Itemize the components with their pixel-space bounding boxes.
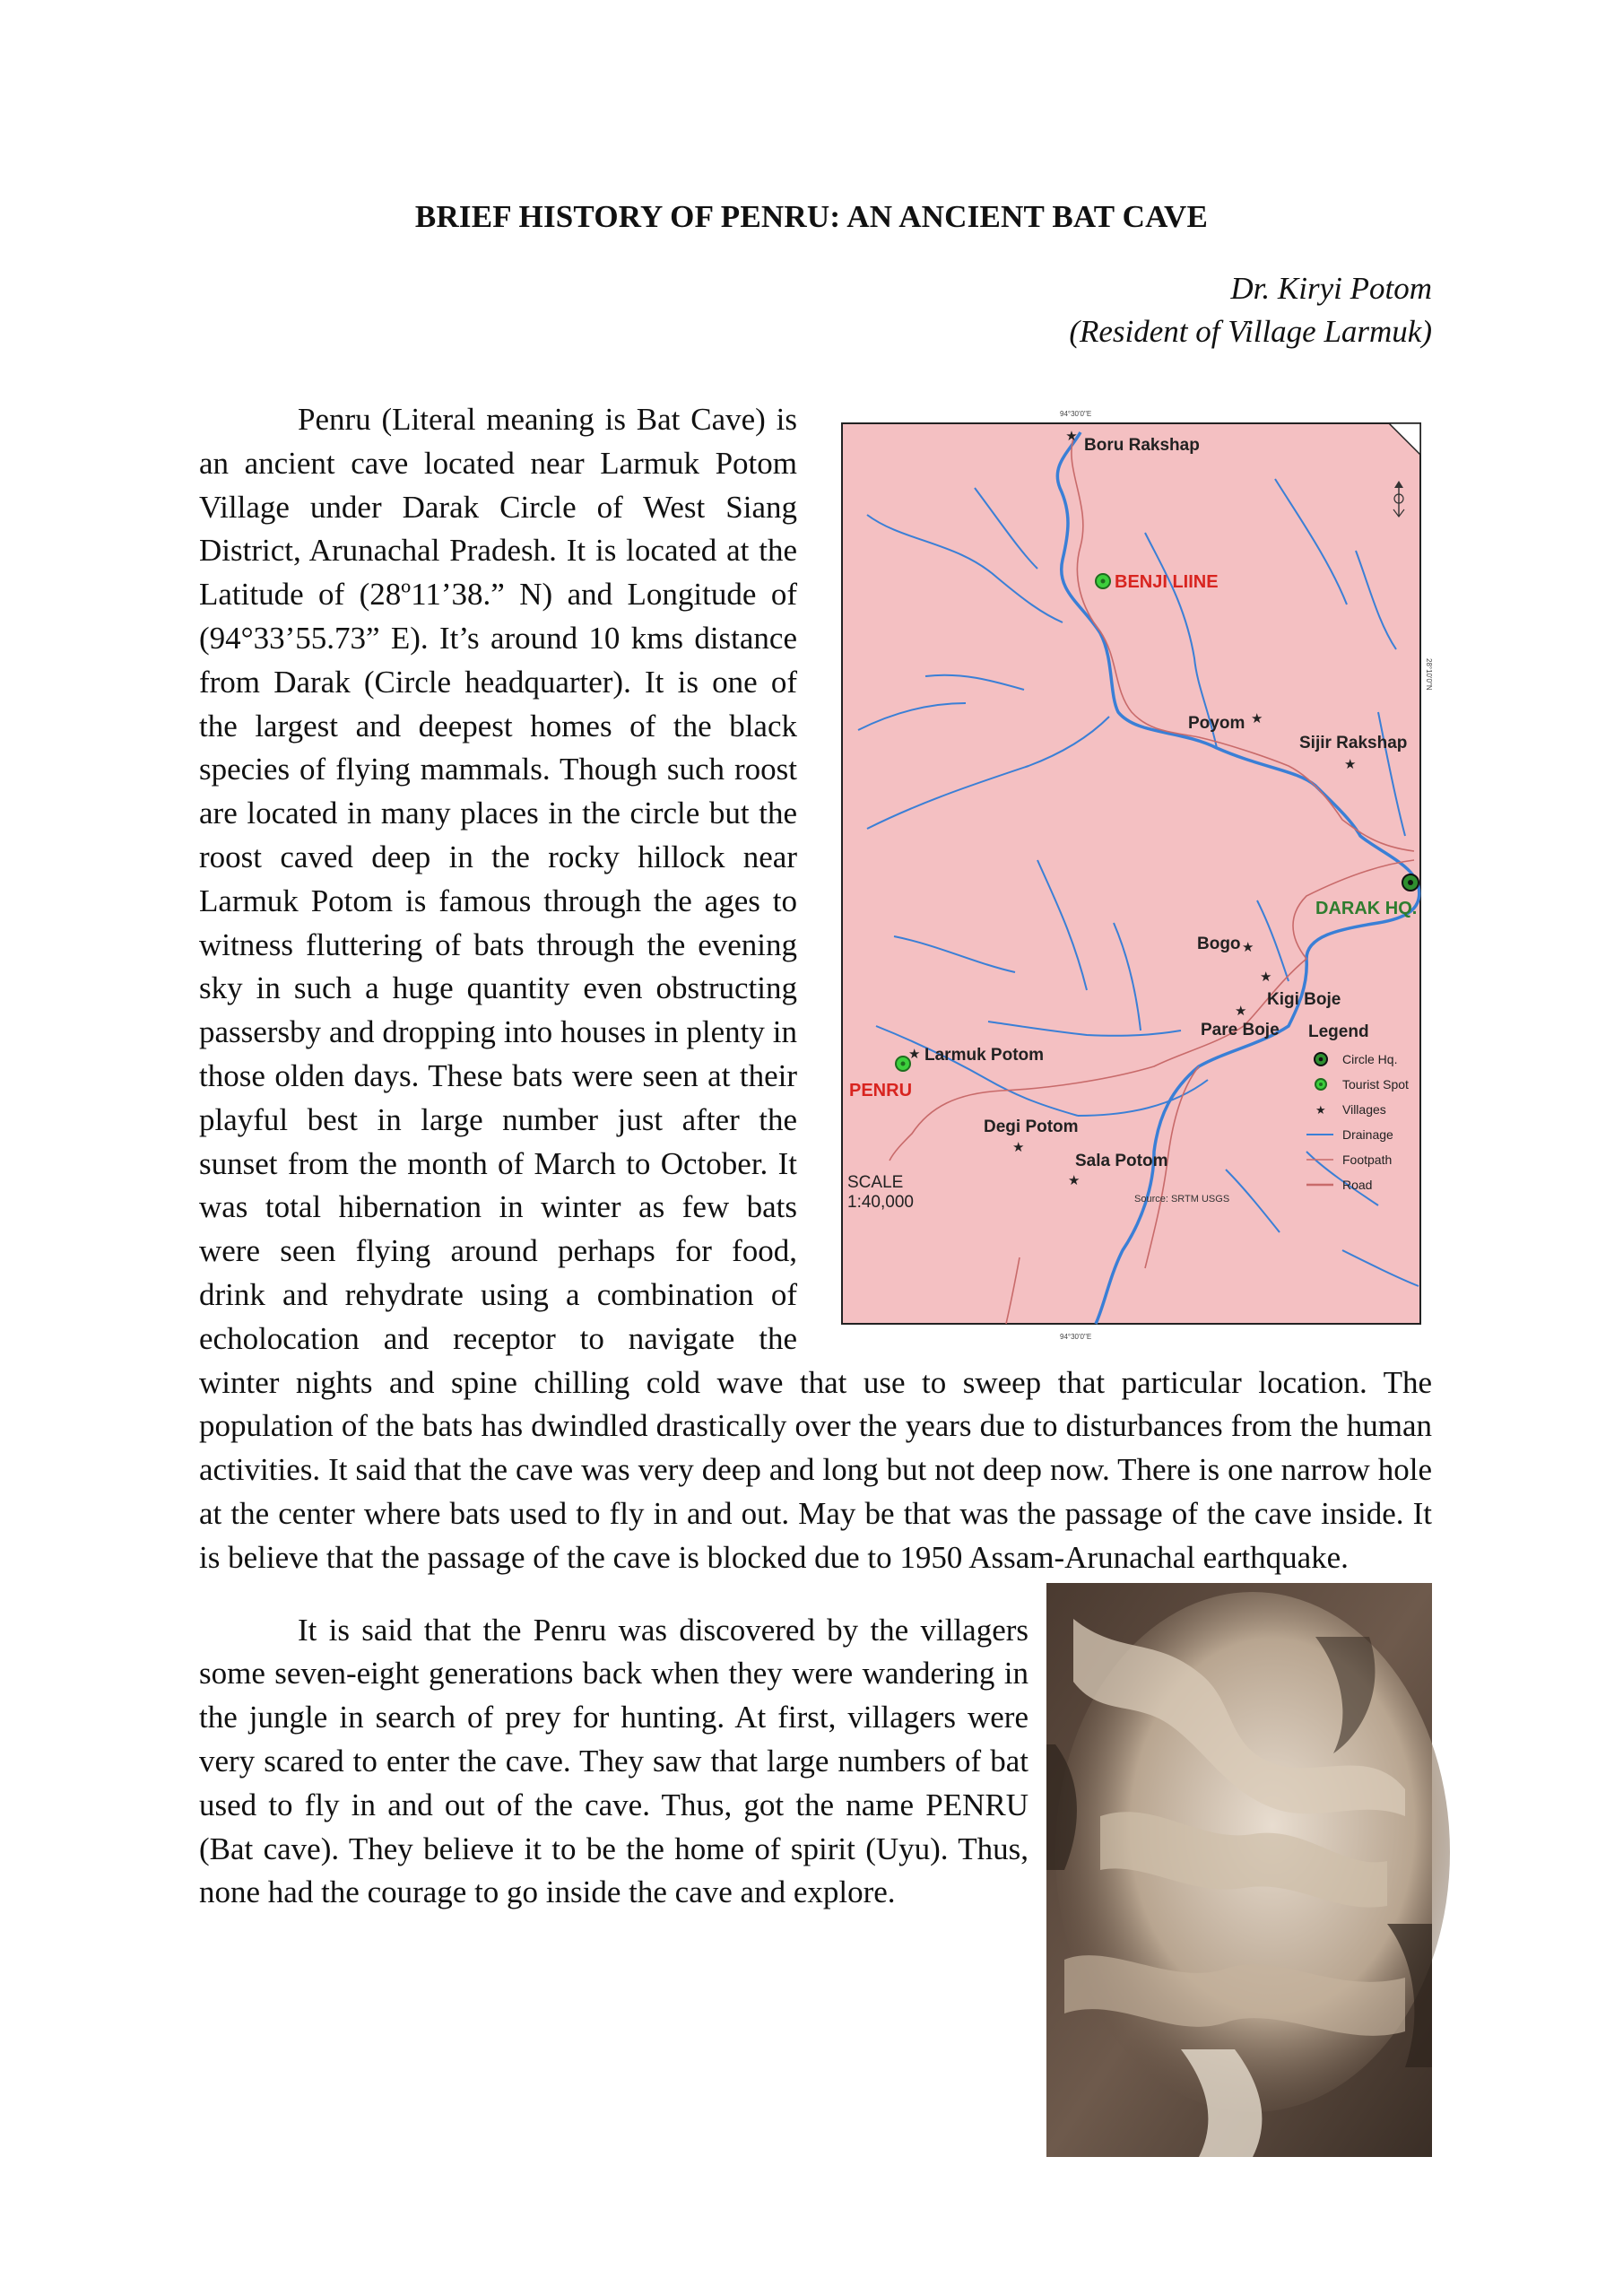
map-graphic bbox=[840, 398, 1432, 1342]
svg-text:★: ★ bbox=[908, 1047, 921, 1062]
article-body bbox=[199, 398, 1432, 2157]
svg-text:Villages: Villages bbox=[1342, 1102, 1386, 1117]
svg-text:★: ★ bbox=[1315, 1103, 1326, 1117]
svg-text:BENJI LIINE: BENJI LIINE bbox=[1115, 572, 1219, 592]
author-note: (Resident of Village Larmuk) bbox=[1069, 314, 1432, 349]
svg-text:★: ★ bbox=[1344, 757, 1357, 772]
svg-text:Legend: Legend bbox=[1308, 1022, 1369, 1041]
svg-text:★: ★ bbox=[1065, 429, 1078, 444]
svg-text:★: ★ bbox=[1260, 970, 1272, 985]
map-coord-bottom: 94°30'0"E bbox=[1060, 1333, 1092, 1341]
map-place-benji-liine bbox=[1096, 572, 1219, 592]
svg-text:★: ★ bbox=[1012, 1140, 1025, 1155]
svg-text:★: ★ bbox=[1235, 1004, 1247, 1019]
svg-text:Bogo: Bogo bbox=[1197, 935, 1241, 953]
svg-text:Kigi Boje: Kigi Boje bbox=[1267, 990, 1341, 1009]
svg-text:Boru Rakshap: Boru Rakshap bbox=[1084, 436, 1200, 455]
map-place-penru: PENRU bbox=[849, 1081, 913, 1100]
map-frame bbox=[842, 423, 1420, 1324]
svg-text:DARAK HQ.: DARAK HQ. bbox=[1315, 899, 1418, 918]
svg-text:Drainage: Drainage bbox=[1342, 1127, 1393, 1142]
svg-text:★: ★ bbox=[1251, 711, 1263, 726]
map-coord-right: 28°10'0"N bbox=[1425, 658, 1433, 691]
svg-text:★: ★ bbox=[1242, 940, 1254, 955]
document-title: BRIEF HISTORY OF PENRU: AN ANCIENT BAT CAVE bbox=[414, 199, 1209, 234]
cave-photo-graphic bbox=[1046, 1583, 1432, 2157]
paragraph-2: It is said that the Penru was discovered by the villagers some seven-eight generations back when they were wandering in the jungle in search of prey for hunting. At first, villagers were very scared to enter the cave. They saw that large numbers of bat used to fly in and out of the cave. Thus, got the name PENRU (Bat cave). They believe it to be the home of spirit (Uyu). Thus, none had the courage to go inside the cave and explore. bbox=[199, 1612, 1028, 1910]
map-source: Source: SRTM USGS bbox=[1134, 1194, 1230, 1205]
svg-text:Circle Hq.: Circle Hq. bbox=[1342, 1052, 1398, 1066]
svg-text:Poyom: Poyom bbox=[1188, 714, 1245, 733]
cave-photo bbox=[1046, 1583, 1432, 2157]
svg-text:Larmuk Potom: Larmuk Potom bbox=[924, 1046, 1045, 1065]
map-coord-top: 94°30'0"E bbox=[1060, 410, 1092, 418]
map-scale-value: 1:40,000 bbox=[847, 1193, 914, 1212]
svg-text:Road: Road bbox=[1342, 1178, 1373, 1192]
author-name: Dr. Kiryi Potom bbox=[1230, 271, 1432, 306]
paragraph-1: Penru (Literal meaning is Bat Cave) is an ancient cave located near Larmuk Potom Village under Darak Circle of West Siang District, Arunachal Pradesh. It is located at the Latitude of (28º11’38.” N) and Longitude of (94°33’55.73” E). It’s around 10 kms distance from Darak (Circle headquarter). It is one of the largest and deepest homes of the black species of flying mammals. Though such roost are located in many places in the circle but the roost caved deep in the rocky hillock near Larmuk Potom is famous through the ages to witness fluttering of bats through the evening sky in such a huge quantity even obstructing passersby and dropping into houses in plenty in those olden days. These bats were seen at their playful best in large number just after the sunset from the month of March to October. It was total hibernation in winter as few bats were seen flying around perhaps for food, drink and rehydrate using a combination of echolocation and receptor to navigate the winter nights and spine chilling cold wave that use to sweep that particular location. The population of the bats has dwindled drastically over the years due to disturbances from the human activities. It said that the cave was very deep and long but not deep now. There is one narrow hole at the center where bats used to fly in and out. May be that was the passage of the cave inside. It is believe that the passage of the cave is blocked due to 1950 Assam-Arunachal earthquake. bbox=[199, 402, 1432, 1575]
author-block bbox=[1069, 267, 1432, 353]
svg-text:Footpath: Footpath bbox=[1342, 1152, 1393, 1167]
svg-text:Degi Potom: Degi Potom bbox=[984, 1118, 1079, 1136]
svg-text:★: ★ bbox=[1068, 1173, 1081, 1188]
svg-text:Sijir Rakshap: Sijir Rakshap bbox=[1299, 734, 1408, 752]
svg-text:Pare Boje: Pare Boje bbox=[1201, 1021, 1280, 1039]
map-scale-label: SCALE bbox=[847, 1173, 904, 1192]
svg-text:Tourist Spot: Tourist Spot bbox=[1342, 1077, 1409, 1091]
svg-text:Sala Potom: Sala Potom bbox=[1075, 1152, 1168, 1170]
location-map bbox=[840, 398, 1432, 1342]
